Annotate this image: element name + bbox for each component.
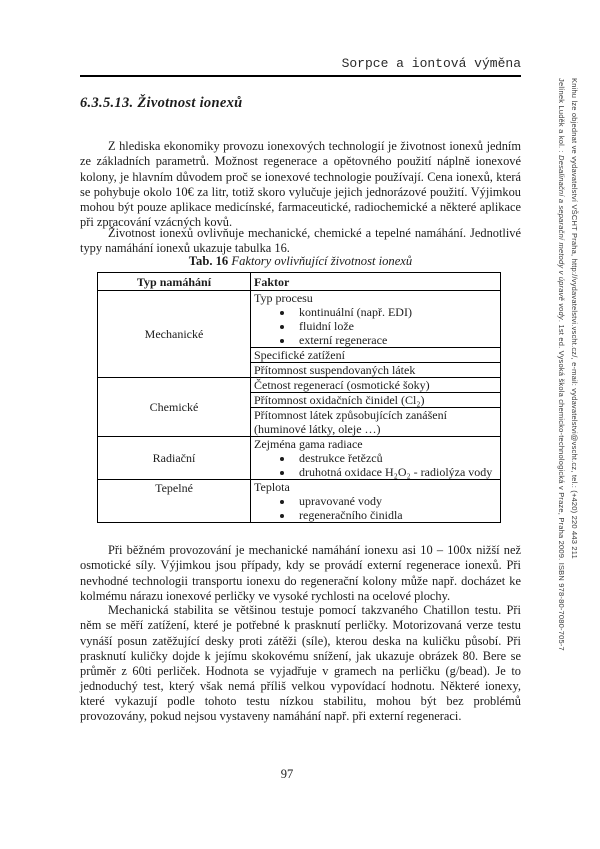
header-rule <box>80 75 521 77</box>
factor-cell: Přítomnost látek způsobujících zanášení (huminové látky, oleje …) <box>251 408 501 437</box>
factor-bullet-list <box>254 305 497 347</box>
page-number: 97 <box>280 767 294 781</box>
factor-cell <box>251 480 501 523</box>
paragraph-intro: Z hlediska ekonomiky provozu ionexových technologií je životnost ionexů jedním ze základních parametrů. Možnost regenerace a opětovného použití náplně ionexové kolony, je hlavním důvodem proč se ionexové technologie používají. Cena ionexů, která se pohybuje okolo 10€ za litr, totiž skoro vylučuje jejich jednorázové použití. Výjimkou mohou být pouze aplikace medicínské, farmaceutické, radiochemické a některé aplikace při zpracování vzácných kovů. <box>80 139 521 229</box>
margin-citation-line <box>557 78 566 651</box>
column-header-type: Typ namáhání <box>98 273 251 291</box>
factor-text: Teplota <box>254 480 290 494</box>
bullet-item: • destrukce řetězců <box>294 451 497 465</box>
type-cell-mechanical: Mechanické <box>98 291 251 378</box>
citation-title: Desalinační a separační metody v úpravě vody <box>557 155 566 320</box>
citation-prefix: Jelínek Luděk a kol. : <box>557 78 566 156</box>
factor-cell: Přítomnost suspendovaných látek <box>251 363 501 378</box>
factor-text: Typ procesu <box>254 291 313 305</box>
bullet-item: • druhotná oxidace H₂O₂ - radiolýza vody <box>294 465 497 479</box>
factor-text: Zejména gama radiace <box>254 437 363 451</box>
factor-cell: Přítomnost oxidačních činidel (Cl₂) <box>251 393 501 408</box>
table-row <box>98 480 501 523</box>
table-header-row <box>98 273 501 291</box>
factors-table <box>97 272 501 523</box>
factor-cell <box>251 437 501 480</box>
column-header-factor: Faktor <box>251 273 501 291</box>
section-heading: 6.3.5.13. Životnost ionexů <box>80 95 243 111</box>
margin-order-line: Knihu lze objednat ve vydavatelství VŠCHT Praha, http://vydavatelstvi.vscht.cz/, e-mail: vydavatelstvi@vscht.cz, tel.: (+420) 220 443 211 <box>570 78 579 559</box>
table-caption-label: Tab. 16 <box>188 254 229 268</box>
bullet-item: • kontinuální (např. EDI) <box>294 305 497 319</box>
paragraph-lifetime-factors: Životnost ionexů ovlivňuje mechanické, chemické a tepelné namáhání. Jednotlivé typy namáhání ionexů ukazuje tabulka 16. <box>80 226 521 256</box>
type-cell-chemical: Chemické <box>98 378 251 437</box>
factor-cell <box>251 291 501 348</box>
factor-bullet-list <box>254 494 497 522</box>
table-caption <box>80 254 521 269</box>
factor-cell: Specifické zatížení <box>251 348 501 363</box>
paragraph-mechanical-stress: Při běžném provozování je mechanické namáhání ionexu asi 10 – 100x nižší než osmotické síly. Výjimkou jsou případy, kdy se provádí externí regenerace ionexů. Při nevhodné technologii transportu ionexu do regenerační kolony může např. docházet ke kolmému nárazu ionexové perličky ve vysoké rychlosti na ocelové plochy. <box>80 543 521 603</box>
table-caption-text: Faktory ovlivňující životnost ionexů <box>231 254 413 268</box>
citation-suffix: . 1st ed. Vysoká škola chemicko-technologická v Praze, Praha 2009. ISBN 978-80-7080-705-7 <box>557 319 566 651</box>
bullet-item: • regeneračního činidla <box>294 508 497 522</box>
table-row <box>98 291 501 348</box>
type-cell-thermal: Tepelné <box>98 480 251 523</box>
paragraph-chatillon-test: Mechanická stabilita se většinou testuje pomocí takzvaného Chatillon testu. Při něm se měří zatížení, které je potřebné k prasknutí perličky. Motorizovaná verze testu vynáší posun zatěžující desky proti zátěži (síle), kterou deska na kuličku působí. Při prasknutí kuličky dojde k jejímu skokovému snížení, jak ukazuje obrázek 80. Bere se průměr z 60ti perliček. Hodnota se vyjadřuje v gramech na perličku (g/bead). Je to jednoduchý test, který však nemá příliš velkou vypovídací hodnotu. Některé ionexy, které vykazují podle tohoto testu nízkou stabilitu, mohou být bez problémů provozovány, pokud nejsou vystaveny namáhání např. při externí regeneraci. <box>80 603 521 724</box>
bullet-item: • externí regenerace <box>294 333 497 347</box>
factor-bullet-list <box>254 451 497 479</box>
bullet-item: • fluidní lože <box>294 319 497 333</box>
table-row <box>98 378 501 393</box>
running-header: Sorpce a iontová výměna <box>341 56 521 71</box>
bullet-item: • upravované vody <box>294 494 497 508</box>
factor-cell: Četnost regenerací (osmotické šoky) <box>251 378 501 393</box>
type-cell-radiation: Radiační <box>98 437 251 480</box>
table-row <box>98 437 501 480</box>
